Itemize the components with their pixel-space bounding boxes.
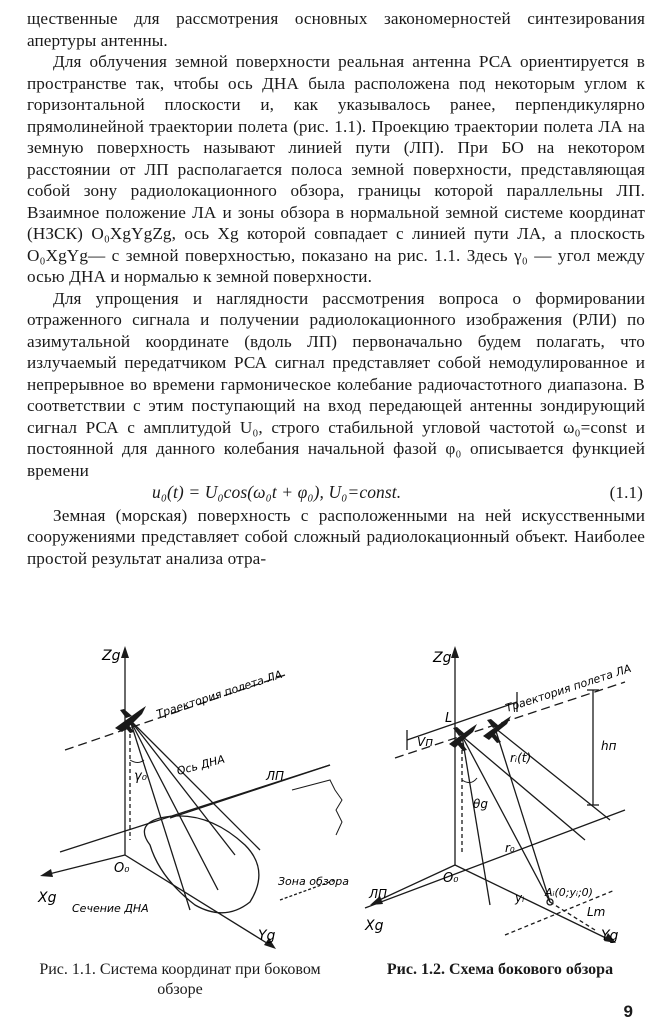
fig1-label-gamma0: γ₀ [134, 769, 147, 784]
fig1-label-axis-dna: Ось ДНА [175, 752, 227, 778]
fig2-label-r0: r₀ [505, 841, 515, 855]
fig2-label-xg: Xg [365, 918, 384, 934]
fig2-label-ai: Aᵢ(0;yᵢ;0) [545, 886, 593, 899]
paragraph-3: Для упрощения и наглядности рассмотрения вопроса о формировании отраженного сигнала и получении радиолокационного изображения (РЛИ) по азимутальной координате (вдоль ЛП) первоначально будем полагать, что излучаемый передатчиком РСА сигнал представляет собой немодулированное и непрерывное во времени гармоническое колебание радиочастотного диапазона. В соответствии с этим поступающий на вход передающей антенны зондирующий сигнал РСА с амплитудой U₀, строго стабильной угловой частотой ω₀=const и постоянной для данного колебания начальной фазой φ₀ описывается функцией времени [27, 288, 645, 480]
aircraft-icon [449, 724, 477, 751]
fig1-label-zone: Зона обзора [278, 875, 350, 888]
figure-1-1-caption: Рис. 1.1. Система координат при боковом обзоре [39, 961, 321, 998]
fig2-label-ri: rᵢ(t) [510, 751, 532, 765]
paragraph-4: Земная (морская) поверхность с расположенными на ней искусственными сооружениями представляет собой сложный радиолокационный объект. Наиболее простой результат анализа отра- [27, 505, 645, 568]
fig2-label-yi: yᵢ [515, 891, 525, 905]
aircraft-icon [483, 716, 511, 743]
fig2-label-o0: O₀ [443, 871, 459, 886]
fig2-label-vp: Vп [417, 735, 434, 749]
fig2-label-lm: Lm [587, 905, 606, 919]
paragraph-2: Для облучения земной поверхности реальная антенна РСА ориентируется в пространстве так, чтобы ось ДНА была расположена под некоторым углом к горизонтальной плоскости и, как указывалось ранее, перпендикулярно прямолинейной траектории полета (рис. 1.1). Проекцию траектории полета ЛА на земную поверхность называют линией пути (ЛП). При БО на некотором расстоянии от ЛП располагается полоса земной поверхности, представляющая собой зону радиолокационного обзора, границы которой параллельны ЛП. Взаимное положение ЛА и зоны обзора в нормальной земной системе координат (НЗСК) O₀XgYgZg, ось Xg которой совпадает с линией пути ЛА, а плоскость O₀XgYg— с земной поверхностью, показано на рис. 1.1. Здесь γ₀ — угол между осью ДНА и нормалью к земной поверхности. [27, 52, 645, 286]
figure-1-2-diagram [355, 640, 645, 955]
fig1-label-section-dna: Сечение ДНА [72, 902, 149, 915]
aircraft-icon [115, 706, 146, 733]
fig2-label-hp: hп [601, 739, 617, 753]
fig1-label-trajectory: Траектория полета ЛА [154, 667, 284, 721]
figure-1-1-diagram [30, 640, 350, 955]
fig2-label-l: L [445, 711, 453, 726]
figure-1-2-caption-text: Рис. 1.2. Схема бокового обзора [386, 961, 614, 978]
fig2-label-theta: θg [473, 797, 488, 811]
fig1-label-o0: O₀ [114, 861, 130, 876]
figure-1-1 [30, 640, 350, 955]
fig1-label-yg: Yg [258, 928, 276, 944]
formula-row [27, 482, 645, 504]
fig2-label-zg: Zg [433, 650, 452, 666]
fig1-label-lp: ЛП [266, 769, 285, 783]
fig2-label-trajectory: Траектория полета ЛА [503, 661, 633, 715]
figure-1-2-caption [355, 960, 645, 980]
body-text [27, 8, 645, 569]
fig1-label-zg: Zg [102, 648, 121, 664]
paragraph-continuation: щественные для рассмотрения основных закономерностей синтезирования апертуры антенны. [27, 9, 645, 50]
formula-1-1: u₀(t) = U₀cos(ω₀t + φ₀), U₀=const. [152, 482, 402, 502]
formula-number: (1.1) [609, 483, 643, 502]
figure-1-2 [355, 640, 645, 955]
fig1-label-xg: Xg [38, 890, 57, 906]
fig2-label-lp: ЛП [369, 887, 388, 901]
page-number: 9 [623, 1002, 633, 1021]
fig2-label-yg: Yg [601, 928, 619, 944]
